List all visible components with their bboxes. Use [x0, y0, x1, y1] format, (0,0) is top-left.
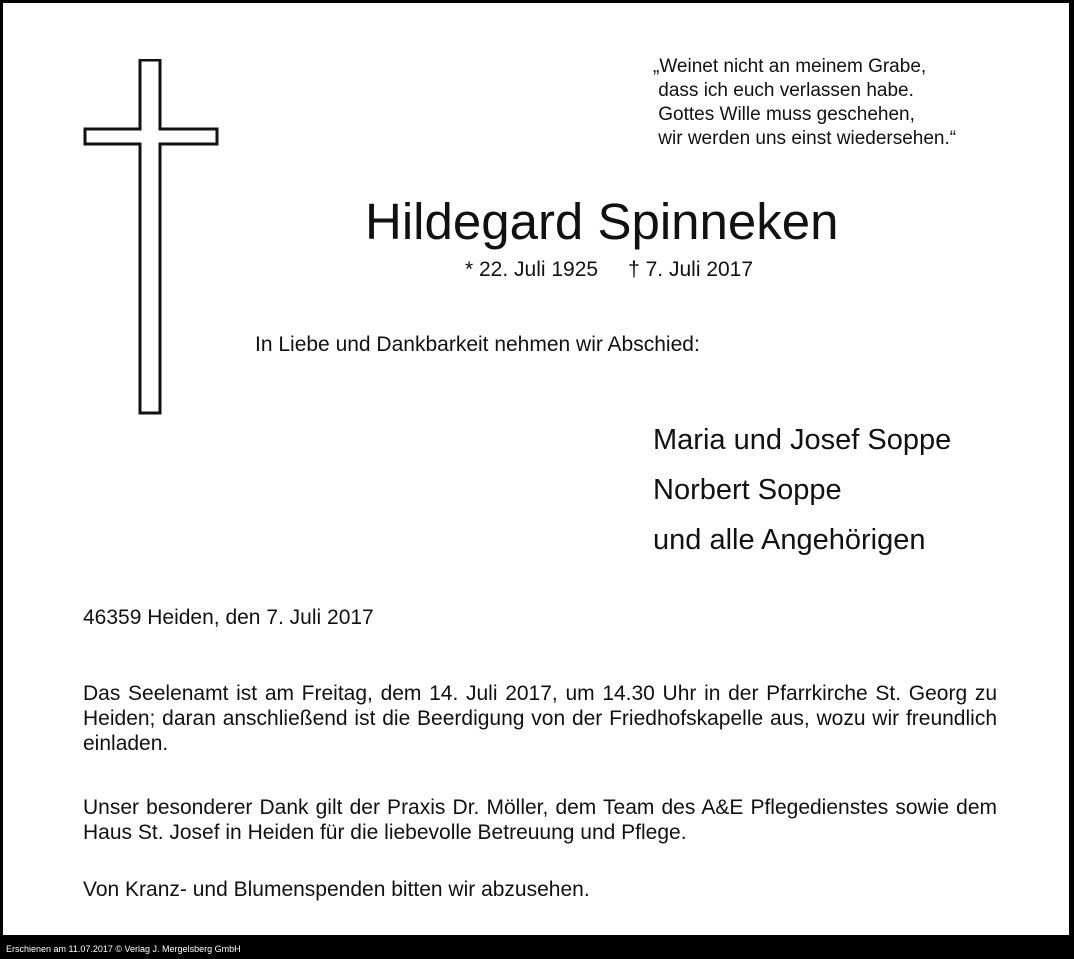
- obituary-card: [3, 3, 1069, 935]
- death-date: † 7. Juli 2017: [628, 258, 754, 281]
- quote: [653, 55, 956, 151]
- thanks-paragraph: Unser besonderer Dank gilt der Praxis Dr. Möller, dem Team des A&E Pflegedienstes sowie dem Haus St. Josef in Heiden für die liebevolle Betreuung und Pflege.: [83, 796, 997, 844]
- mourner: Maria und Josef Soppe: [653, 424, 952, 456]
- flowers-paragraph: Von Kranz- und Blumenspenden bitten wir abzusehen.: [83, 878, 590, 901]
- publication-footer: Erschienen am 11.07.2017 © Verlag J. Mergelsberg GmbH: [6, 944, 241, 954]
- service-paragraph: Das Seelenamt ist am Freitag, dem 14. Juli 2017, um 14.30 Uhr in der Pfarrkirche St. Georg zu Heiden; daran anschließend ist die Beerdigung von der Friedhofskapelle aus, wozu wir freundlich einladen.: [83, 682, 997, 755]
- quote-line: Gottes Wille muss geschehen,: [653, 104, 915, 125]
- quote-line: dass ich euch verlassen habe.: [653, 80, 914, 101]
- mourner: Norbert Soppe: [653, 474, 842, 506]
- place-date: 46359 Heiden, den 7. Juli 2017: [83, 606, 374, 629]
- quote-line: „Weinet nicht an meinem Grabe,: [653, 56, 927, 77]
- farewell-intro: In Liebe und Dankbarkeit nehmen wir Abschied:: [255, 333, 700, 356]
- birth-date: * 22. Juli 1925: [465, 258, 599, 281]
- cross-icon: [83, 59, 219, 415]
- deceased-name: Hildegard Spinneken: [365, 193, 839, 250]
- quote-line: wir werden uns einst wiedersehen.“: [653, 128, 957, 149]
- mourners-list: [653, 415, 951, 565]
- mourner: und alle Angehörigen: [653, 524, 926, 556]
- life-dates: [465, 257, 753, 283]
